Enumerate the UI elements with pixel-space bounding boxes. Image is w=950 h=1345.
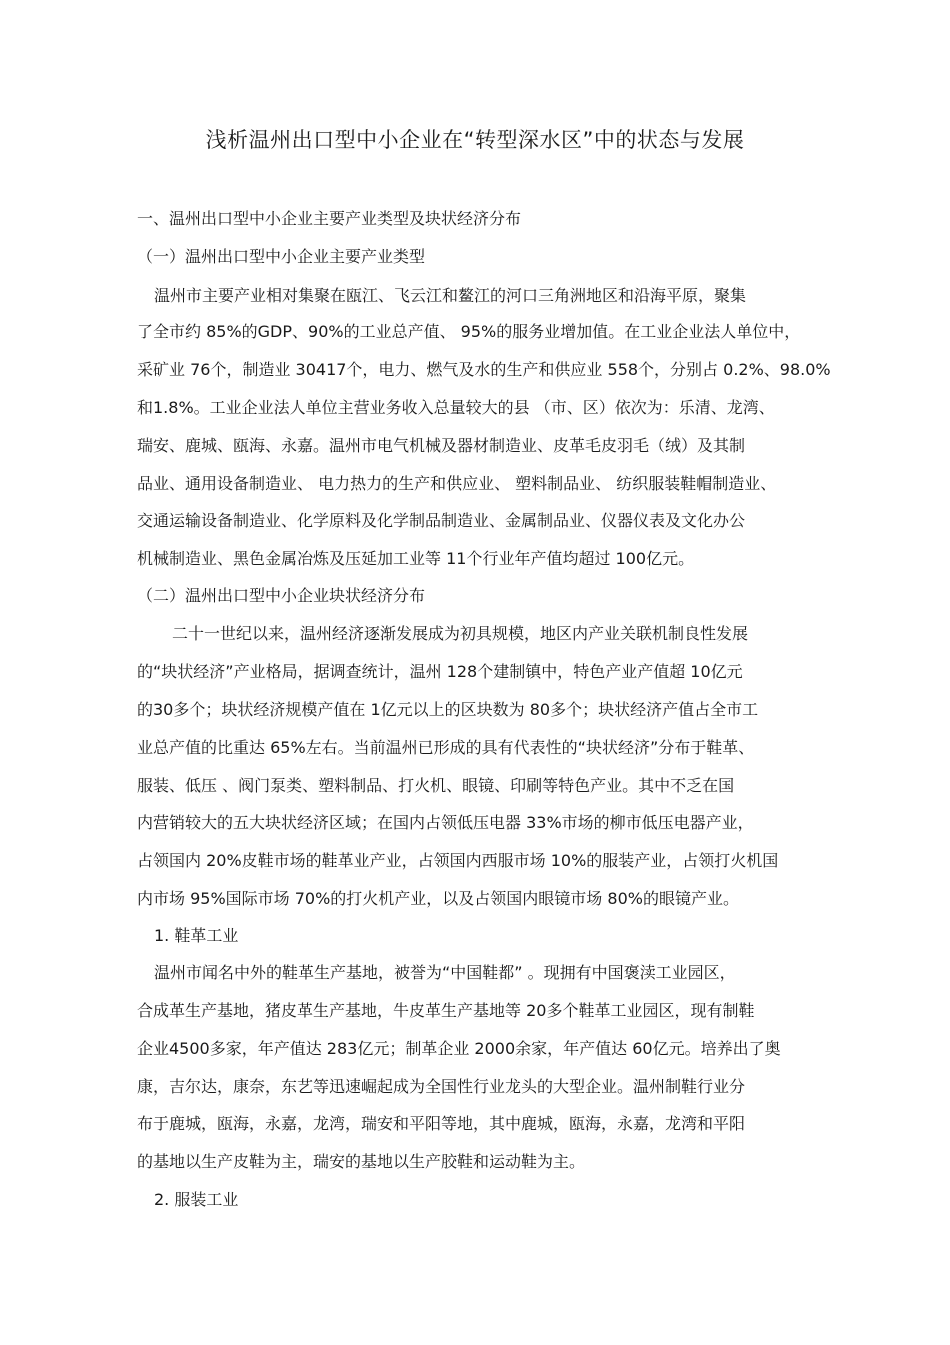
paragraph-line: 服装、低压 、阀门泵类、塑料制品、打火机、眼镜、印刷等特色产业。其中不乏在国 xyxy=(137,776,735,795)
paragraph-line: 布于鹿城，瓯海，永嘉，龙湾，瑞安和平阳等地，其中鹿城，瓯海，永嘉，龙湾和平阳 xyxy=(137,1114,746,1133)
section-heading-1: 一、温州出口型中小企业主要产业类型及块状经济分布 xyxy=(137,209,522,228)
paragraph-line: 温州市主要产业相对集聚在瓯江、飞云江和鳌江的河口三角洲地区和沿海平原，聚集 xyxy=(154,286,747,305)
paragraph-line: 交通运输设备制造业、化学原料及化学制品制造业、金属制品业、仪器仪表及文化办公 xyxy=(137,511,746,530)
paragraph-line: 内市场 95%国际市场 70%的打火机产业，以及占领国内眼镜市场 80%的眼镜产业。 xyxy=(137,889,739,908)
paragraph-line: 内营销较大的五大块状经济区域；在国内占领低压电器 33%市场的柳市低压电器产业， xyxy=(137,813,754,832)
paragraph-line: 品业、通用设备制造业、 电力热力的生产和供应业、 塑料制品业、 纺织服装鞋帽制造业、 xyxy=(137,474,777,493)
paragraph-line: 温州市闻名中外的鞋革生产基地，被誉为“中国鞋都” 。现拥有中国褒渎工业园区， xyxy=(154,963,736,982)
paragraph-line: 和1.8%。工业企业法人单位主营业务收入总量较大的县 （市、区）依次为：乐清、龙湾、 xyxy=(137,398,775,417)
paragraph-line: 瑞安、鹿城、瓯海、永嘉。温州市电气机械及器材制造业、皮革毛皮羽毛（绒）及其制 xyxy=(137,436,746,455)
paragraph-line: 占领国内 20%皮鞋市场的鞋革业产业，占领国内西服市场 10%的服装产业，占领打火机国 xyxy=(137,851,779,870)
paragraph-line: 的基地以生产皮鞋为主，瑞安的基地以生产胶鞋和运动鞋为主。 xyxy=(137,1152,586,1171)
paragraph-line: 康，吉尔达，康奈，东艺等迅速崛起成为全国性行业龙头的大型企业。温州制鞋行业分 xyxy=(137,1077,746,1096)
paragraph-line: 二十一世纪以来，温州经济逐渐发展成为初具规模，地区内产业关联机制良性发展 xyxy=(172,624,749,643)
paragraph-line: 的30多个；块状经济规模产值在 1亿元以上的区块数为 80多个；块状经济产值占全市工 xyxy=(137,700,759,719)
paragraph-line: 企业4500多家，年产值达 283亿元；制革企业 2000余家，年产值达 60亿元。培养出了奥 xyxy=(137,1039,781,1058)
item-heading-2: 2. 服装工业 xyxy=(154,1190,239,1209)
paragraph-line: 业总产值的比重达 65%左右。当前温州已形成的具有代表性的“块状经济”分布于鞋革、 xyxy=(137,738,755,757)
paragraph-line: 机械制造业、黑色金属冶炼及压延加工业等 11个行业年产值均超过 100亿元。 xyxy=(137,549,695,568)
subsection-heading-2: （二）温州出口型中小企业块状经济分布 xyxy=(137,586,426,605)
paragraph-line: 的“块状经济”产业格局，据调查统计，温州 128个建制镇中，特色产业产值超 10亿元 xyxy=(137,662,743,681)
paragraph-line: 了全市约 85%的GDP、90%的工业总产值、 95%的服务业增加值。在工业企业法人单位中， xyxy=(137,322,801,341)
item-heading-1: 1. 鞋革工业 xyxy=(154,926,239,945)
paragraph-line: 合成革生产基地，猪皮革生产基地，牛皮革生产基地等 20多个鞋革工业园区，现有制鞋 xyxy=(137,1001,755,1020)
subsection-heading-1: （一）温州出口型中小企业主要产业类型 xyxy=(137,247,426,266)
paragraph-line: 采矿业 76个，制造业 30417个，电力、燃气及水的生产和供应业 558个，分别占 0.2%、98.0% xyxy=(137,360,831,379)
document-title: 浅析温州出口型中小企业在“转型深水区”中的状态与发展 xyxy=(205,128,745,152)
